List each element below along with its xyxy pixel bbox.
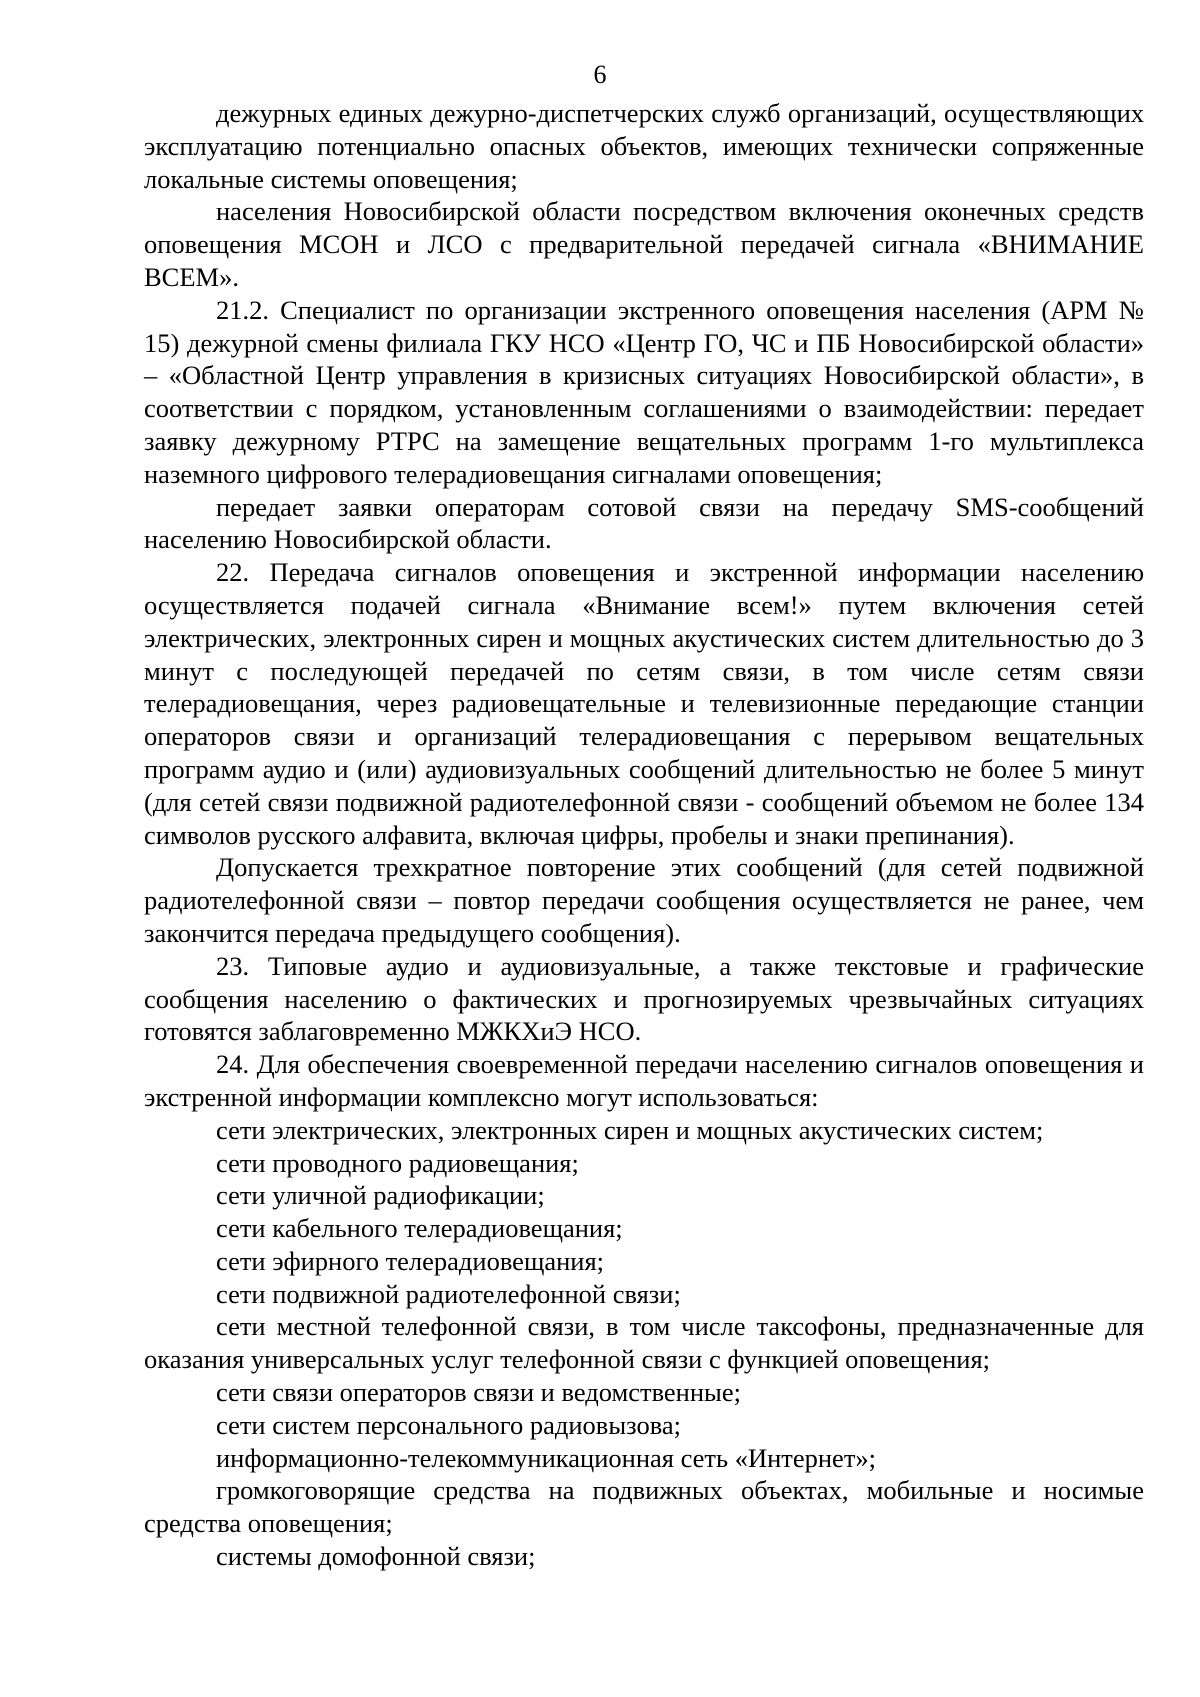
list-item: сети местной телефонной связи, в том числе таксофоны, предназначенные для оказания универсальных услуг телефонной связи с функцией оповещения; xyxy=(144,1311,1144,1375)
list-item: сети кабельного телерадиовещания; xyxy=(216,1213,623,1244)
document-body xyxy=(144,97,1144,1573)
list-item: сети эфирного телерадиовещания; xyxy=(216,1245,605,1276)
paragraph-sms-requests: передает заявки операторам сотовой связи на передачу SMS-сообщений населению Новосибирской области. xyxy=(144,491,1144,555)
paragraph-22: 22. Передача сигналов оповещения и экстренной информации населению осуществляется подачей сигнала «Внимание всем!» путем включения сетей электрических, электронных сирен и мощных акустических систем длительностью до 3 минут с последующей передачей по сетям связи, в том числе сетям связи телерадиовещания, через радиовещательные и телевизионные передающие станции операторов связи и организаций телерадиовещания с перерывом вещательных программ аудио и (или) аудиовизуальных сообщений длительностью не более 5 минут (для сетей связи подвижной радиотелефонной связи - сообщений объемом не более 134 символов русского алфавита, включая цифры, пробелы и знаки препинания). xyxy=(144,557,1144,850)
list-item: сети связи операторов связи и ведомственные; xyxy=(216,1377,741,1408)
list-item: сети проводного радиовещания; xyxy=(216,1147,579,1178)
list-item: сети уличной радиофикации; xyxy=(216,1180,545,1211)
paragraph-23: 23. Типовые аудио и аудиовизуальные, а также текстовые и графические сообщения населению о фактических и прогнозируемых чрезвычайных ситуациях готовятся заблаговременно МЖКХиЭ НСО. xyxy=(144,950,1144,1047)
list-item: системы домофонной связи; xyxy=(216,1541,536,1572)
paragraph-population-notification: населения Новосибирской области посредством включения оконечных средств оповещения МСОН и ЛСО с предварительной передачей сигнала «ВНИМАНИЕ ВСЕМ». xyxy=(144,196,1144,292)
list-item: информационно-телекоммуникационная сеть «Интернет»; xyxy=(216,1442,877,1473)
list-item: сети подвижной радиотелефонной связи; xyxy=(216,1278,681,1309)
paragraph-repeat-messages: Допускается трехкратное повторение этих сообщений (для сетей подвижной радиотелефонной связи – повтор передачи сообщения осуществляется не ранее, чем закончится передача предыдущего сообщения). xyxy=(144,852,1144,948)
paragraph-21-2: 21.2. Специалист по организации экстренного оповещения населения (АРМ № 15) дежурной смены филиала ГКУ НСО «Центр ГО, ЧС и ПБ Новосибирской области» – «Областной Центр управления в кризисных ситуациях Новосибирской области», в соответствии с порядком, установленным соглашениями о взаимодействии: передает заявку дежурному РТРС на замещение вещательных программ 1-го мультиплекса наземного цифрового телерадиовещания сигналами оповещения; xyxy=(144,294,1144,489)
paragraph-duty-services: дежурных единых дежурно-диспетчерских служб организаций, осуществляющих эксплуатацию потенциально опасных объектов, имеющих технически сопряженные локальные системы оповещения; xyxy=(144,98,1144,194)
paragraph-24: 24. Для обеспечения своевременной передачи населению сигналов оповещения и экстренной информации комплексно могут использоваться: xyxy=(144,1049,1144,1112)
list-item: сети электрических, электронных сирен и мощных акустических систем; xyxy=(216,1114,1044,1145)
list-item: громкоговорящие средства на подвижных объектах, мобильные и носимые средства оповещения; xyxy=(144,1475,1144,1539)
page-number: 6 xyxy=(593,60,607,89)
list-item: сети систем персонального радиовызова; xyxy=(216,1409,681,1440)
